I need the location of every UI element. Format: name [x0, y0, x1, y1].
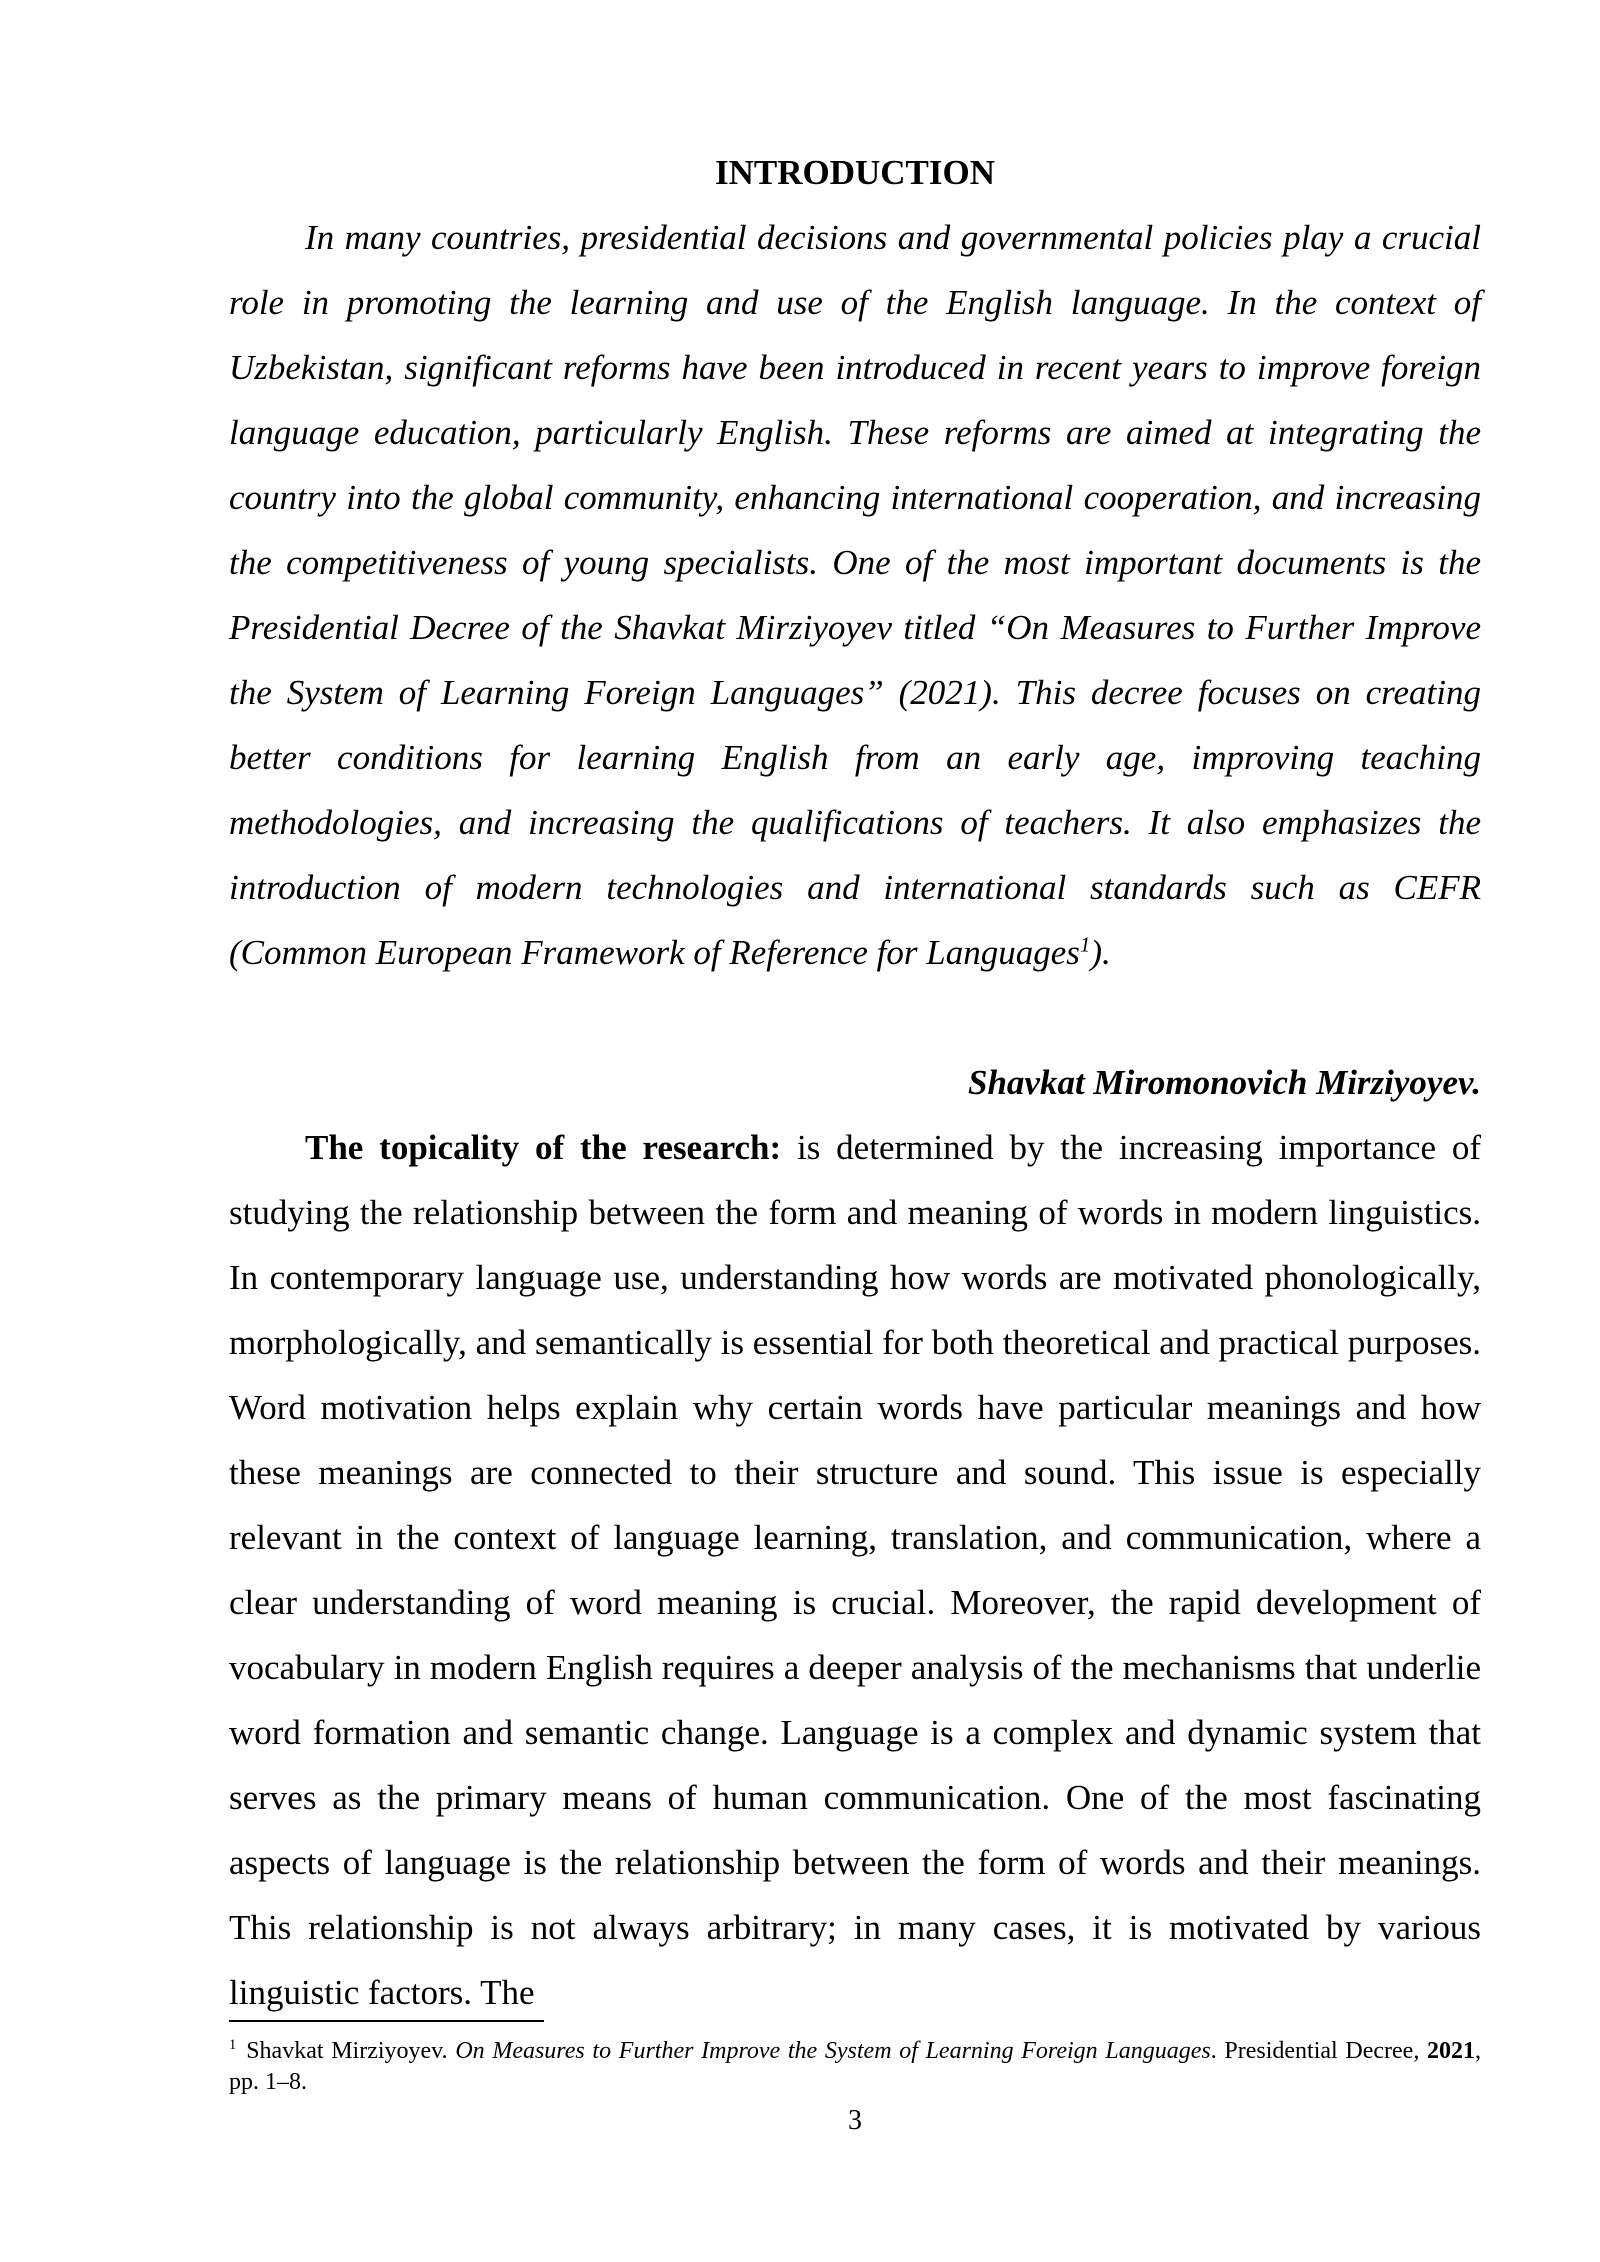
intro-text [229, 205, 1481, 985]
topicality-label: The topicality of the research: [305, 1128, 782, 1167]
topicality-text [229, 1115, 1481, 2025]
footnote-author: Shavkat Mirziyoyev. [246, 2038, 456, 2064]
footnote-title: On Measures to Further Improve the System of Learning Foreign Languages [455, 2038, 1211, 2064]
footnote-pages: , pp. 1–8. [229, 2038, 1482, 2095]
intro-body: In many countries, presidential decisions and governmental policies play a crucial role in promoting the learning and use of the English language. In the context of Uzbekistan, significant reforms have been introduced in recent years to improve foreign language education, particularly English. These reforms are aimed at integrating the country into the global community, enhancing international cooperation, and increasing the competitiveness of young specialists. One of the most important documents is the Presidential Decree of the Shavkat Mirziyoyev titled “On Measures to Further Improve the System of Learning Foreign Languages” (2021). This decree focuses on creating better conditions for learning English from an early age, improving teaching methodologies, and increasing the qualifications of teachers. It also emphasizes the introduction of modern technologies and international standards such as CEFR (Common European Framework of Reference for Languages [229, 218, 1481, 972]
intro-paragraph [229, 205, 1481, 985]
topicality-paragraph [229, 1115, 1481, 2025]
footnote-reference[interactable]: 1 [1079, 932, 1091, 957]
footnote-marker: 1 [229, 2037, 237, 2053]
signature: Shavkat Miromonovich Mirziyoyev. [967, 1063, 1481, 1102]
footnote-year: 2021 [1427, 2038, 1476, 2064]
page-number: 3 [848, 2105, 862, 2136]
intro-tail: ). [1090, 933, 1111, 972]
topicality-body: is determined by the increasing importance of studying the relationship between the form and meaning of words in modern linguistics. In contemporary language use, understanding how words are motivated phonologically, morphologically, and semantically is essential for both theoretical and practical purposes. Word motivation helps explain why certain words have particular meanings and how these meanings are connected to their structure and sound. This issue is especially relevant in the context of language learning, translation, and communication, where a clear understanding of word meaning is crucial. Moreover, the rapid development of vocabulary in modern English requires a deeper analysis of the mechanisms that underlie word formation and semantic change. Language is a complex and dynamic system that serves as the primary means of human communication. One of the most fascinating aspects of language is the relationship between the form of words and their meanings. This relationship is not always arbitrary; in many cases, it is motivated by various linguistic factors. The [229, 1128, 1481, 2012]
footnote-after-title: . Presidential Decree, [1210, 2038, 1428, 2064]
section-heading: INTRODUCTION [714, 153, 996, 192]
footnote-separator [229, 2020, 544, 2022]
footnote [229, 2036, 1481, 2098]
